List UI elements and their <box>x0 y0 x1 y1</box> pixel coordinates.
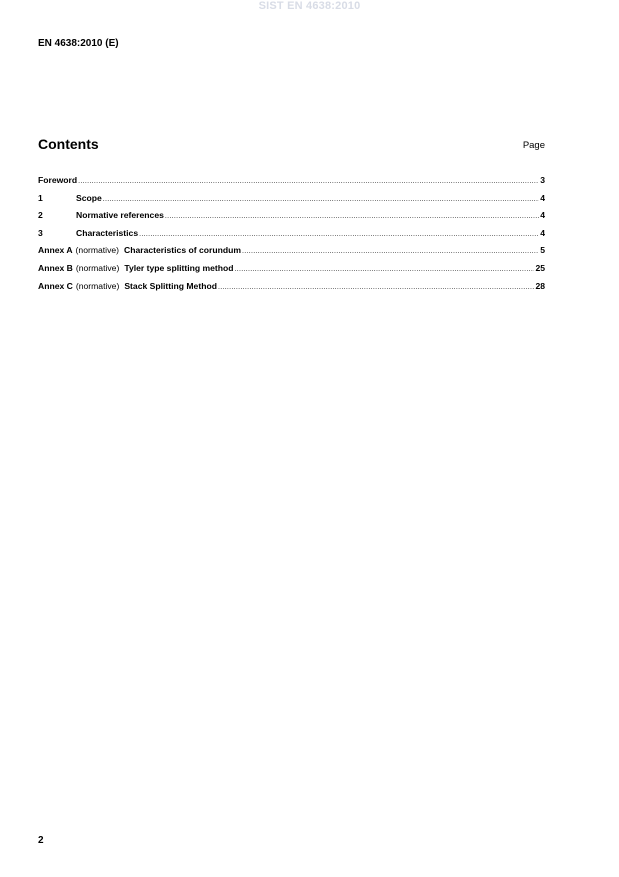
toc-page-number: 4 <box>540 210 545 221</box>
annex-qualifier: (normative) <box>75 262 120 273</box>
toc-entry-normative-references[interactable] <box>38 210 545 228</box>
toc-entry-title: Tyler type splitting method <box>124 262 234 273</box>
annex-qualifier: (normative) <box>75 245 120 256</box>
contents-heading: Contents <box>38 136 99 152</box>
toc-entry-annex-c[interactable] <box>38 281 545 299</box>
toc-section-number: 2 <box>38 210 43 221</box>
annex-label: Annex B <box>38 262 73 273</box>
annex-qualifier: (normative) <box>75 280 120 291</box>
toc-section-number: 3 <box>38 227 43 238</box>
annex-label: Annex C <box>38 280 73 291</box>
toc-page-number: 4 <box>540 227 545 238</box>
dot-leader <box>139 228 539 238</box>
toc-page-number: 28 <box>535 280 545 291</box>
dot-leader <box>165 210 539 220</box>
table-of-contents <box>38 175 545 298</box>
toc-page-number: 25 <box>535 262 545 273</box>
watermark-text: SIST EN 4638:2010 <box>258 0 361 12</box>
toc-entry-title: Normative references <box>76 210 164 221</box>
dot-leader <box>235 263 535 273</box>
toc-entry-characteristics[interactable] <box>38 228 545 246</box>
dot-leader <box>218 281 534 291</box>
toc-entry-title: Scope <box>76 192 102 203</box>
toc-entry-title: Foreword <box>38 175 78 185</box>
dot-leader <box>242 245 539 255</box>
toc-page-number: 3 <box>540 175 545 185</box>
toc-entry-annex-b[interactable] <box>38 263 545 281</box>
toc-entry-annex-a[interactable] <box>38 245 545 263</box>
document-identifier: EN 4638:2010 (E) <box>38 38 119 49</box>
toc-entry-foreword[interactable] <box>38 175 545 193</box>
page-column-label: Page <box>522 140 545 151</box>
footer-page-number: 2 <box>38 835 44 846</box>
toc-entry-title: Characteristics <box>76 227 139 238</box>
toc-page-number: 5 <box>540 245 545 256</box>
toc-entry-scope[interactable] <box>38 193 545 211</box>
toc-page-number: 4 <box>540 192 545 203</box>
dot-leader <box>103 193 539 203</box>
toc-entry-title: Characteristics of corundum <box>124 245 242 256</box>
dot-leader <box>78 175 539 185</box>
toc-entry-title: Stack Splitting Method <box>124 280 217 291</box>
annex-label: Annex A <box>38 245 73 256</box>
toc-section-number: 1 <box>38 192 43 203</box>
